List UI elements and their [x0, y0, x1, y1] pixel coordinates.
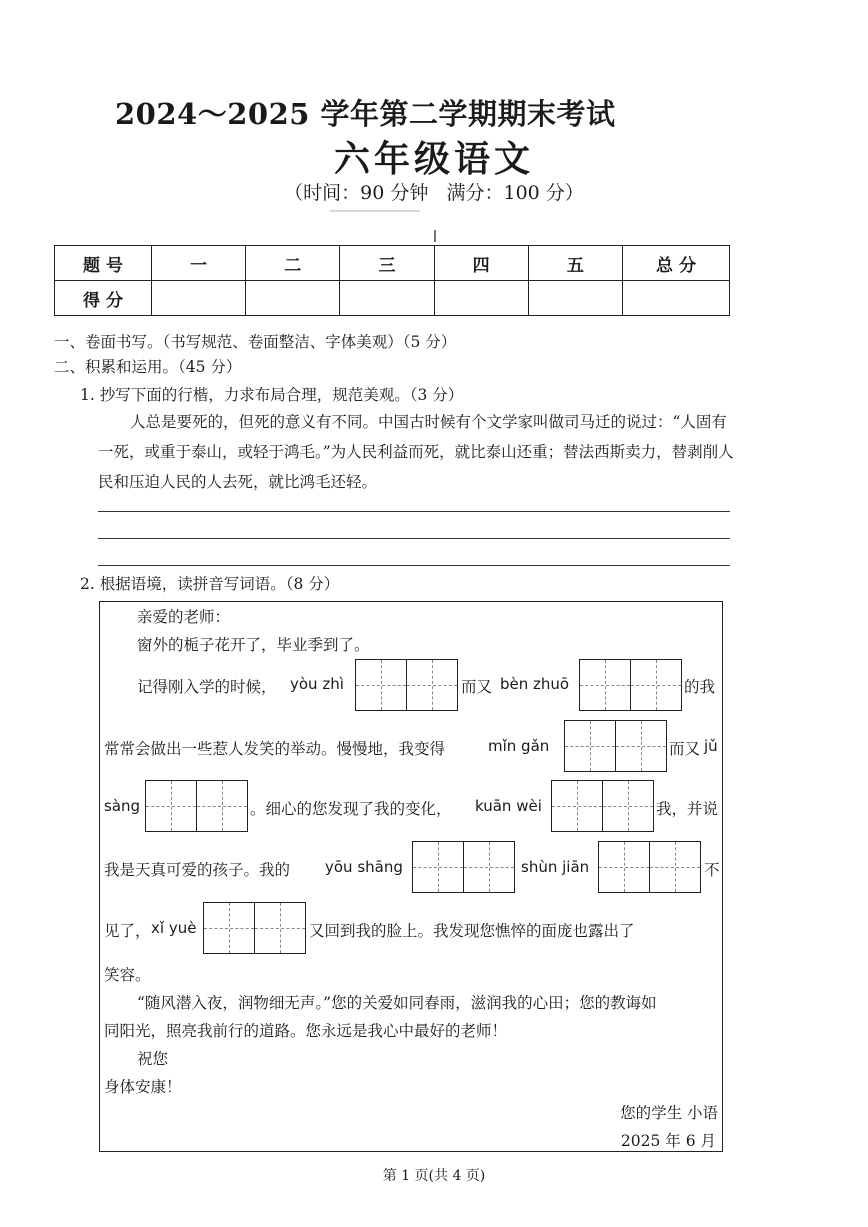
letter-line: 。细心的您发现了我的变化，	[250, 800, 452, 818]
score-cell[interactable]	[340, 281, 434, 316]
letter-line: 我，并说	[656, 800, 719, 818]
letter-line: 笑容。	[104, 966, 151, 984]
letter-line: 同阳光，照亮我前行的道路。您永远是我心中最好的老师！	[104, 1022, 508, 1040]
pinyin-prompt: kuān wèi	[475, 797, 542, 815]
letter-signature: 您的学生 小语	[620, 1104, 718, 1122]
writing-line[interactable]	[98, 538, 730, 539]
answer-grid[interactable]	[598, 841, 701, 893]
score-cell[interactable]	[623, 281, 730, 316]
question-1-title: 1. 抄写下面的行楷，力求布局合理，规范美观。（3 分）	[80, 386, 464, 404]
score-cell[interactable]	[152, 281, 246, 316]
score-cell[interactable]	[246, 281, 340, 316]
table-row	[55, 246, 730, 281]
letter-line: 祝您	[137, 1050, 169, 1068]
pinyin-prompt: mǐn gǎn	[488, 737, 550, 755]
score-cell[interactable]	[434, 281, 528, 316]
letter-line: 的我	[684, 678, 716, 696]
letter-date: 2025 年 6 月	[620, 1132, 716, 1150]
section-2-heading: 二、积累和运用。（45 分）	[54, 358, 242, 376]
letter-line: 又回到我的脸上。我发现您憔悴的面庞也露出了	[309, 922, 635, 940]
pinyin-prompt: xǐ yuè	[151, 919, 197, 937]
answer-grid[interactable]	[551, 780, 654, 832]
table-header-cell: 二	[246, 246, 340, 281]
letter-line: “随风潜入夜，润物细无声。”您的关爱如同春雨，滋润我的心田；您的教诲如	[137, 994, 657, 1012]
pinyin-prompt: sàng	[104, 797, 141, 815]
letter-line: 见了，	[104, 922, 151, 940]
pinyin-prompt: yōu shāng	[325, 858, 403, 876]
answer-grid[interactable]	[145, 780, 248, 832]
table-header-cell: 总 分	[623, 246, 730, 281]
pinyin-prompt: jǔ	[704, 737, 718, 755]
letter-line: 不	[704, 861, 720, 879]
subject-title: 六年级语文	[333, 138, 534, 180]
table-header-cell: 三	[340, 246, 434, 281]
divider	[330, 210, 420, 212]
table-header-cell: 五	[528, 246, 622, 281]
exam-info: （时间：90 分钟 满分：100 分）	[284, 182, 584, 204]
answer-grid[interactable]	[412, 841, 515, 893]
pinyin-prompt: yòu zhì	[290, 675, 344, 693]
table-row	[55, 281, 730, 316]
pinyin-prompt: bèn zhuō	[500, 675, 570, 693]
answer-grid[interactable]	[579, 659, 682, 711]
letter-line: 而又	[461, 678, 493, 696]
letter-line: 而又	[669, 740, 701, 758]
page-number: 第 1 页(共 4 页)	[382, 1168, 486, 1184]
pinyin-prompt: shùn jiān	[521, 858, 590, 876]
answer-grid[interactable]	[355, 659, 458, 711]
letter-line: 我是天真可爱的孩子。我的	[104, 861, 291, 879]
score-cell[interactable]	[528, 281, 622, 316]
answer-grid[interactable]	[203, 902, 306, 954]
writing-line[interactable]	[98, 511, 730, 512]
letter-line: 身体安康！	[104, 1078, 182, 1096]
letter-greeting: 亲爱的老师：	[137, 608, 231, 626]
answer-grid[interactable]	[564, 720, 667, 772]
table-label-cell: 得 分	[55, 281, 152, 316]
table-header-cell: 一	[152, 246, 246, 281]
score-table	[54, 245, 730, 316]
letter-line: 记得刚入学的时候，	[137, 678, 277, 696]
letter-line: 常常会做出一些惹人发笑的举动。慢慢地，我变得	[104, 740, 446, 758]
table-header-cell: 四	[434, 246, 528, 281]
question-1-passage: 人总是要死的，但死的意义有不同。中国古时候有个文学家叫做司马迁的说过：“人固有一死，或重于泰山，或轻于鸿毛。”为人民利益而死，就比泰山还重；替法西斯卖力，替剥削人民和压迫人民的人去死，就比鸿毛还轻。	[98, 413, 734, 491]
question-2-title: 2. 根据语境，读拼音写词语。（8 分）	[80, 575, 340, 593]
exam-title: 2024～2025 学年第二学期期末考试	[115, 97, 616, 131]
writing-line[interactable]	[98, 565, 730, 566]
section-1-heading: 一、卷面书写。（书写规范、卷面整洁、字体美观）（5 分）	[54, 333, 457, 351]
table-header-cell: 题 号	[55, 246, 152, 281]
letter-line: 窗外的栀子花开了，毕业季到了。	[137, 636, 370, 654]
divider-mark	[434, 230, 436, 242]
